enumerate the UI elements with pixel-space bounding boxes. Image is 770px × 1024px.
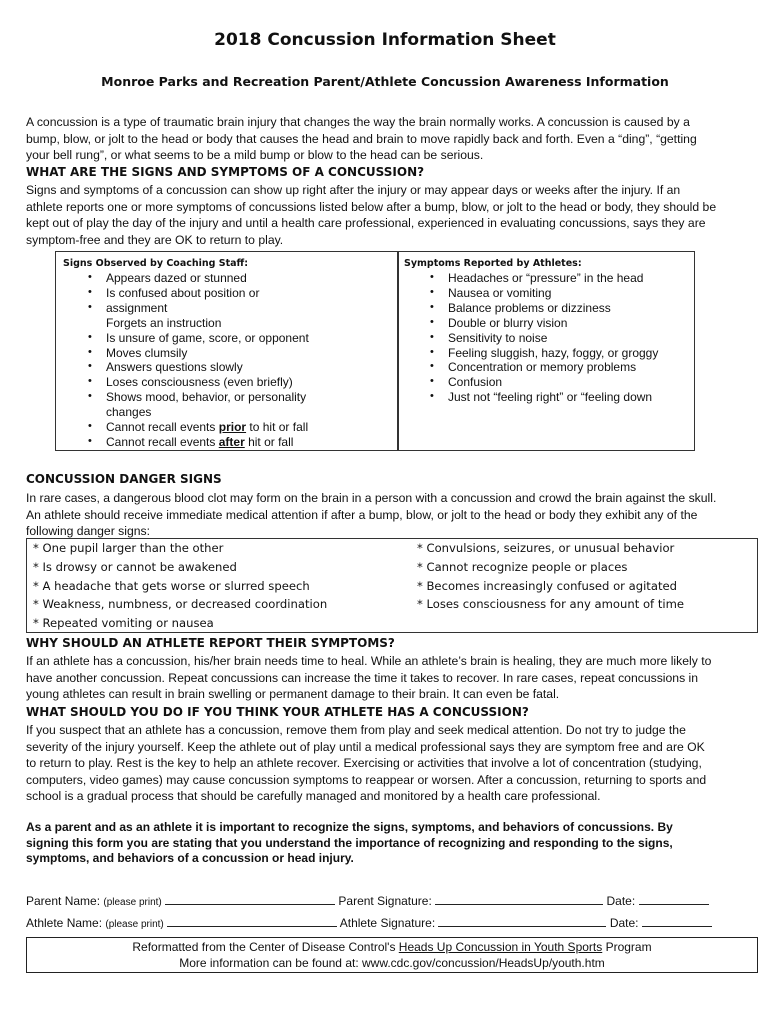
list-item: * Becomes increasingly confused or agitated <box>417 578 677 593</box>
signs-line: symptom-free and they are OK to return to play. <box>26 232 284 247</box>
ack-line: signing this form you are stating that you understand the importance of recognizing and responding to the signs, <box>26 835 673 850</box>
coaching-signs-box <box>55 251 399 451</box>
action-line: computers, video games) may cause concussion symptoms to reappear or worsen. After a concussion, returning to sports and <box>26 772 707 787</box>
intro-line: bump, blow, or jolt to the head or body that causes the head and brain to move rapidly back and forth. Even a “ding”, “getting <box>26 131 697 146</box>
bullet-icon: • <box>430 390 434 403</box>
action-paragraph <box>26 722 746 805</box>
ack-line: symptoms, and behaviors of a concussion or head injury. <box>26 851 354 865</box>
report-line: have another concussion. Repeat concussions can increase the time it takes to recover. In rare cases, repeat concussions in <box>26 670 699 685</box>
list-item: • Sensitivity to noise <box>430 330 548 345</box>
list-item: • Nausea or vomiting <box>430 285 552 300</box>
athlete-box-title: Symptoms Reported by Athletes: <box>404 258 582 269</box>
athlete-signature-field[interactable] <box>438 915 606 927</box>
athlete-date-field[interactable] <box>642 915 712 927</box>
intro-paragraph <box>26 114 746 164</box>
danger-left-column <box>33 539 327 633</box>
parent-date-field[interactable] <box>639 893 709 905</box>
bullet-icon: • <box>430 315 434 328</box>
bullet-icon: • <box>88 360 92 373</box>
source-footer-box <box>26 937 758 973</box>
action-heading: WHAT SHOULD YOU DO IF YOU THINK YOUR ATHLETE HAS A CONCUSSION? <box>26 705 529 719</box>
list-item: • Is unsure of game, score, or opponent <box>88 330 309 345</box>
intro-line: A concussion is a type of traumatic brain injury that changes the way the brain normally works. A concussion is caused by a <box>26 115 690 129</box>
bullet-icon: • <box>430 330 434 343</box>
list-item: • Double or blurry vision <box>430 315 568 330</box>
signs-line: athlete reports one or more symptoms of concussions listed below after a bump, blow, or jolt to the head or body, they should be <box>26 199 717 214</box>
list-item: • Is confused about position or <box>88 285 260 300</box>
danger-signs-box <box>26 538 758 633</box>
coaching-signs-list <box>86 271 396 450</box>
bullet-icon: • <box>430 300 434 313</box>
bullet-icon: • <box>430 345 434 358</box>
list-item: * Cannot recognize people or places <box>417 559 628 574</box>
list-item: * Repeated vomiting or nausea <box>33 616 214 631</box>
action-line: If you suspect that an athlete has a concussion, remove them from play and seek medical attention. Do not try to judge the <box>26 723 686 737</box>
danger-line: following danger signs: <box>26 524 150 538</box>
date-label: Date: <box>606 916 642 930</box>
list-item: • Concentration or memory problems <box>430 360 637 375</box>
coaching-box-title: Signs Observed by Coaching Staff: <box>63 258 249 269</box>
parent-signature-label: Parent Signature: <box>335 894 436 908</box>
footer-url-line: More information can be found at: www.cdc.gov/concussion/HeadsUp/youth.htm <box>179 956 605 970</box>
bullet-icon: • <box>430 360 434 373</box>
danger-paragraph <box>26 490 746 540</box>
danger-line: An athlete should receive immediate medical attention if after a bump, blow, or jolt to the head or body they exhibit any of the <box>26 507 698 522</box>
list-item: * Is drowsy or cannot be awakened <box>33 559 237 574</box>
bullet-icon: • <box>88 285 92 298</box>
signs-line: kept out of play the day of the injury and until a health care professional, experienced in evaluating concussions, says they are <box>26 216 706 230</box>
signs-line: Signs and symptoms of a concussion can show up right after the injury or may appear days or weeks after the injury. If an <box>26 183 681 197</box>
bullet-icon: • <box>88 434 92 447</box>
athlete-signature-row <box>26 915 766 930</box>
athlete-symptoms-box <box>397 251 695 451</box>
list-item: • Answers questions slowly <box>88 360 243 375</box>
list-item: • Just not “feeling right” or “feeling down <box>430 390 653 405</box>
acknowledgement-paragraph <box>26 820 736 867</box>
danger-right-column <box>417 539 684 614</box>
bullet-icon: • <box>88 330 92 343</box>
parent-signature-field[interactable] <box>435 893 603 905</box>
bullet-icon: • <box>88 375 92 388</box>
list-item: • Appears dazed or stunned <box>88 271 247 285</box>
bullet-icon: • <box>430 375 434 388</box>
bullet-icon: • <box>88 345 92 358</box>
list-item: * A headache that gets worse or slurred speech <box>33 578 310 593</box>
list-item: • Feeling sluggish, hazy, foggy, or groggy <box>430 345 659 360</box>
report-line: young athletes can result in brain swelling or permanent damage to their brain. It can even be fatal. <box>26 687 560 701</box>
page-subtitle: Monroe Parks and Recreation Parent/Athlete Concussion Awareness Information <box>101 74 669 89</box>
list-item: * Weakness, numbness, or decreased coordination <box>33 597 328 612</box>
list-item: • Cannot recall events prior to hit or fall <box>88 420 309 435</box>
intro-line: your bell rung”, or what seems to be a mild bump or blow to the head can be serious. <box>26 148 484 162</box>
parent-name-field[interactable] <box>165 893 335 905</box>
ack-line: As a parent and as an athlete it is important to recognize the signs, symptoms, and behaviors of concussions. By <box>26 820 673 834</box>
bullet-icon: • <box>88 390 92 403</box>
report-heading: WHY SHOULD AN ATHLETE REPORT THEIR SYMPTOMS? <box>26 636 395 650</box>
athlete-signature-label: Athlete Signature: <box>337 916 439 930</box>
list-item-continuation: Forgets an instruction <box>106 315 222 330</box>
action-line: school is a gradual process that should be carefully managed and monitored by a health care professional. <box>26 789 601 803</box>
bullet-icon: • <box>88 271 92 283</box>
date-label: Date: <box>603 894 639 908</box>
print-hint: (please print) <box>105 919 164 930</box>
parent-name-label: Parent Name: <box>26 894 104 908</box>
parent-signature-row <box>26 893 766 908</box>
list-item: • Headaches or “pressure” in the head <box>430 271 644 285</box>
danger-heading: CONCUSSION DANGER SIGNS <box>26 472 222 486</box>
action-line: to return to play. Rest is the key to help an athlete recover. Exercising or activities that involve a lot of concentration (studying, <box>26 756 702 770</box>
list-item: * Loses consciousness for any amount of time <box>417 597 685 612</box>
report-paragraph <box>26 653 746 703</box>
list-item: * One pupil larger than the other <box>33 541 224 555</box>
danger-line: In rare cases, a dangerous blood clot may form on the brain in a person with a concussion and crowd the brain against the skull. <box>26 491 717 505</box>
list-item: • Shows mood, behavior, or personality <box>88 390 307 405</box>
print-hint: (please print) <box>103 897 162 908</box>
bullet-icon: • <box>88 420 92 433</box>
bullet-icon: • <box>430 271 434 283</box>
list-item: • Loses consciousness (even briefly) <box>88 375 293 390</box>
list-item: • assignment <box>88 300 168 315</box>
list-item: * Convulsions, seizures, or unusual behavior <box>417 541 675 555</box>
bullet-icon: • <box>430 285 434 298</box>
bullet-icon: • <box>88 300 92 313</box>
report-line: If an athlete has a concussion, his/her brain needs time to heal. While an athlete’s brain is healing, they are much more likely to <box>26 654 712 668</box>
list-item: • Cannot recall events after hit or fall <box>88 434 294 449</box>
athlete-name-field[interactable] <box>167 915 337 927</box>
signs-heading: WHAT ARE THE SIGNS AND SYMPTOMS OF A CONCUSSION? <box>26 165 425 179</box>
signs-paragraph <box>26 182 746 248</box>
action-line: severity of the injury yourself. Keep the athlete out of play until a medical professional says they are symptom free and are OK <box>26 739 705 754</box>
list-item: • Moves clumsily <box>88 345 188 360</box>
athlete-name-label: Athlete Name: <box>26 916 106 930</box>
list-item-continuation: changes <box>106 405 152 420</box>
program-link[interactable]: Heads Up Concussion in Youth Sports <box>398 940 603 954</box>
list-item: • Confusion <box>430 375 503 390</box>
list-item: • Balance problems or dizziness <box>430 300 611 315</box>
athlete-symptoms-list <box>428 271 693 405</box>
page-title: 2018 Concussion Information Sheet <box>214 30 556 50</box>
footer-line: Reformatted from the Center of Disease Control's Heads Up Concussion in Youth Sports Program <box>132 940 652 954</box>
